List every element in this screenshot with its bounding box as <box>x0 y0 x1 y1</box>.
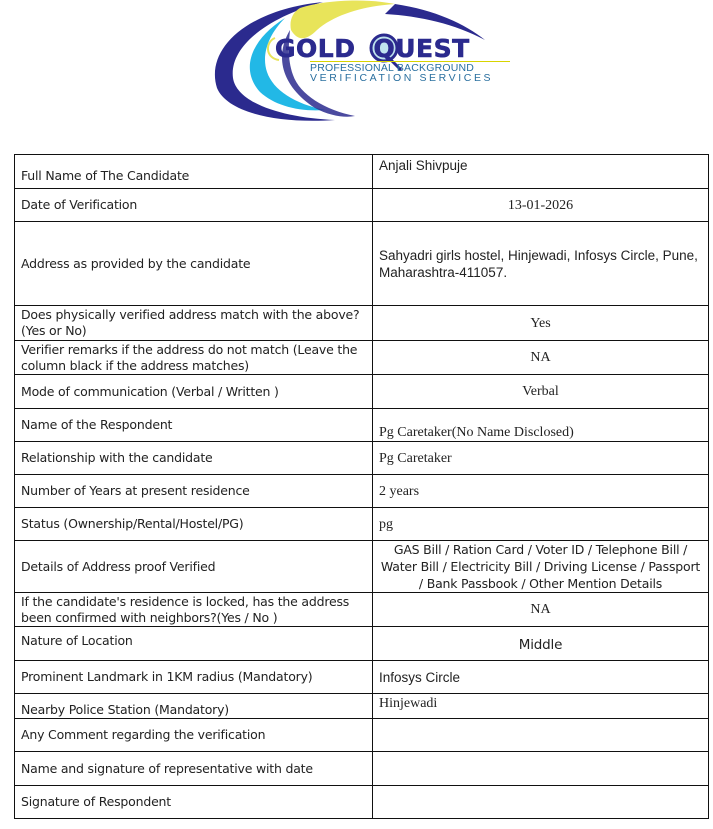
row-label: Nature of Location <box>15 627 373 661</box>
table-row <box>15 409 709 442</box>
years-at-residence-value: 2 years <box>373 475 709 508</box>
verification-date-value: 13-01-2026 <box>373 189 709 222</box>
brand-name <box>275 34 470 63</box>
row-label: Address as provided by the candidate <box>15 222 373 306</box>
row-label: Name and signature of representative with date <box>15 752 373 786</box>
row-label: Verifier remarks if the address do not match (Leave the column black if the address matches) <box>15 341 373 375</box>
row-label: Date of Verification <box>15 189 373 222</box>
row-label: Nearby Police Station (Mandatory) <box>15 694 373 719</box>
landmark-value: Infosys Circle <box>373 661 709 694</box>
table-row <box>15 475 709 508</box>
address-match-value: Yes <box>373 306 709 341</box>
tagline-line1: PROFESSIONAL BACKGROUND <box>310 61 510 74</box>
candidate-name-value: Anjali Shivpuje <box>373 155 709 189</box>
verifier-remarks-value: NA <box>373 341 709 375</box>
respondent-signature-field <box>373 786 709 819</box>
representative-signature-field <box>373 752 709 786</box>
location-nature-value: Middle <box>373 627 709 661</box>
row-label: Relationship with the candidate <box>15 442 373 475</box>
neighbor-confirmation-value: NA <box>373 593 709 627</box>
table-row <box>15 375 709 409</box>
tagline-line2: VERIFICATION SERVICES <box>310 72 494 84</box>
row-label: Signature of Respondent <box>15 786 373 819</box>
verification-report-table <box>14 154 709 819</box>
row-label: Name of the Respondent <box>15 409 373 442</box>
respondent-name-value: Pg Caretaker(No Name Disclosed) <box>373 409 709 442</box>
table-row <box>15 508 709 541</box>
table-row <box>15 694 709 719</box>
table-row <box>15 719 709 752</box>
table-row <box>15 593 709 627</box>
row-label: Mode of communication (Verbal / Written ) <box>15 375 373 409</box>
table-row <box>15 341 709 375</box>
table-row <box>15 442 709 475</box>
police-station-value: Hinjewadi <box>373 694 709 719</box>
table-row <box>15 155 709 189</box>
table-row <box>15 786 709 819</box>
company-logo <box>205 0 525 125</box>
table-row <box>15 306 709 341</box>
address-value: Sahyadri girls hostel, Hinjewadi, Infosys Circle, Pune, Maharashtra-411057. <box>373 222 709 306</box>
row-label: Does physically verified address match with the above? (Yes or No) <box>15 306 373 341</box>
row-label: Number of Years at present residence <box>15 475 373 508</box>
row-label: Any Comment regarding the verification <box>15 719 373 752</box>
residence-status-value: pg <box>373 508 709 541</box>
communication-mode-value: Verbal <box>373 375 709 409</box>
table-row <box>15 541 709 593</box>
row-label: Status (Ownership/Rental/Hostel/PG) <box>15 508 373 541</box>
comment-field <box>373 719 709 752</box>
row-label: If the candidate's residence is locked, has the address been confirmed with neighbors?(Yes / No ) <box>15 593 373 627</box>
table-row <box>15 661 709 694</box>
relationship-value: Pg Caretaker <box>373 442 709 475</box>
brand-part-gold: GOLD <box>275 34 356 63</box>
row-label: Details of Address proof Verified <box>15 541 373 593</box>
address-proof-value: GAS Bill / Ration Card / Voter ID / Telephone Bill / Water Bill / Electricity Bill / Driving License / Passport / Bank Passbook / Other Mention Details <box>373 541 709 593</box>
table-row <box>15 627 709 661</box>
table-row <box>15 752 709 786</box>
row-label: Prominent Landmark in 1KM radius (Mandatory) <box>15 661 373 694</box>
row-label: Full Name of The Candidate <box>15 155 373 189</box>
table-row <box>15 189 709 222</box>
brand-part-quest: QUEST <box>373 34 470 63</box>
table-row <box>15 222 709 306</box>
